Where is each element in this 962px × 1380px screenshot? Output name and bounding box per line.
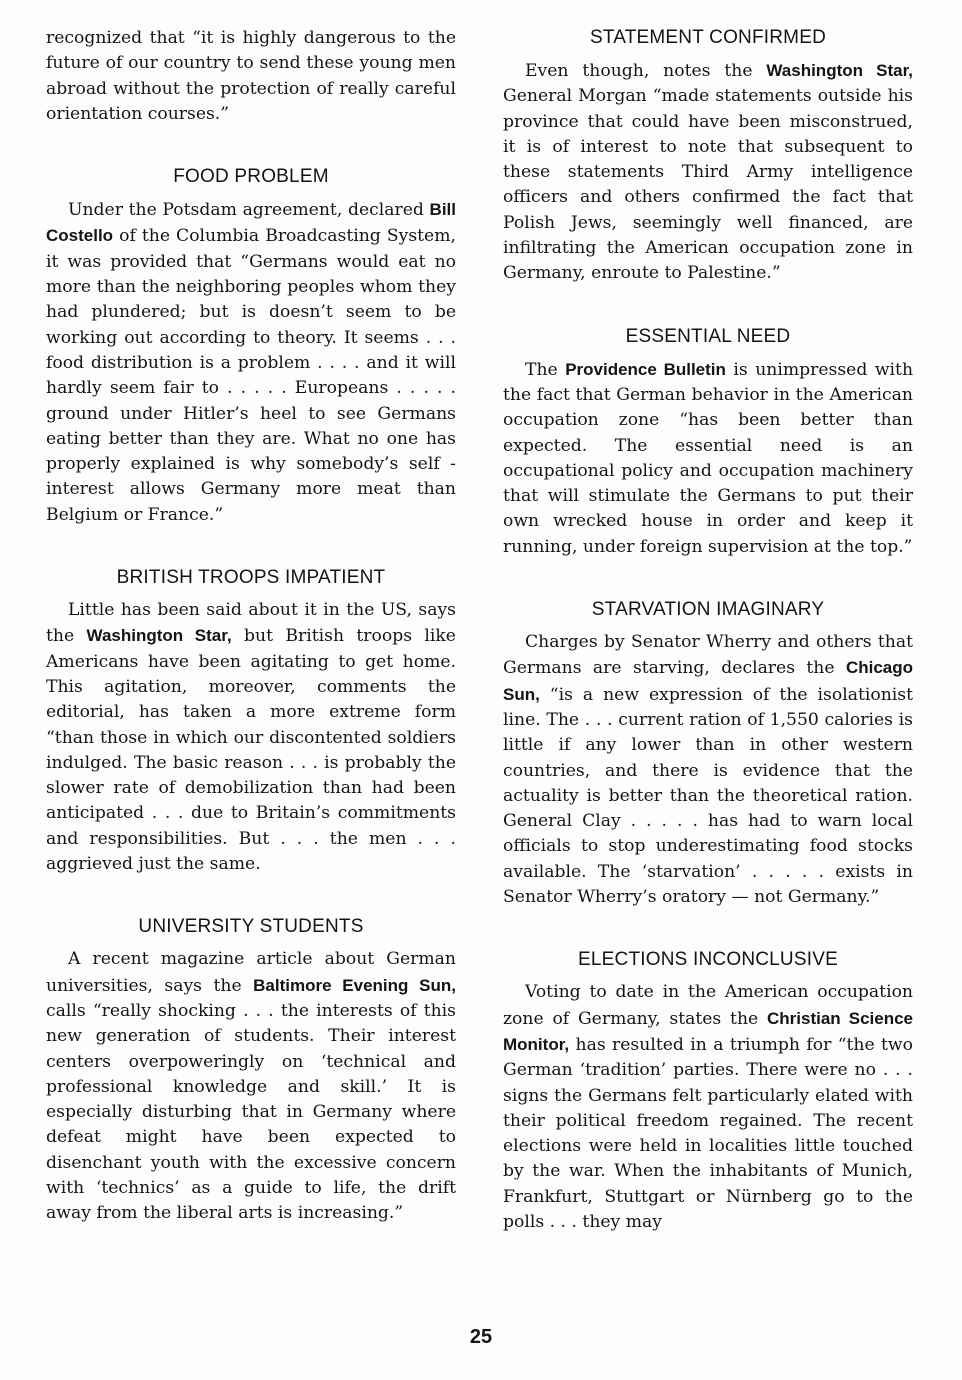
source-bill-costello: Bill Costello [46,200,456,246]
left-column [46,26,456,1227]
source-washington-star-2: Washington Star, [766,61,913,80]
british-troops-paragraph: Little has been said about it in the US, says the Washington Star, but British troops like Americans have been agitating to get home. This agitation, moreover, comments the editorial, has taken a more extreme form “than those in which our discontented soldiers indulged. The basic reason . . . is probably the slower rate of demobilization than had been anticipated . . . due to Britain’s commitments and responsibilities. But . . . the men . . . aggrieved just the same. [46,600,456,875]
heading-elections-inconclusive: ELECTIONS INCONCLUSIVE [578,949,838,971]
intro-paragraph: recognized that “it is highly dangerous to the future of our country to send these young men abroad without the protection of really careful orientation courses.” [46,28,456,124]
page-number: 25 [469,1326,493,1348]
essential-need-paragraph: The Providence Bulletin is unimpressed with the fact that German behavior in the American occupation zone “has been better than expected. The essential need is an occupational policy and occupation machinery that will stimulate the Germans to put their own wrecked house in order and keep it running, under foreign supervision at the top.” [503,359,914,557]
source-chicago-sun: Chicago Sun, [503,658,913,704]
starvation-imaginary-paragraph: Charges by Senator Wherry and others that Germans are starving, declares the Chicago Sun, “is a new expression of the isolationist line. The . . . current ration of 1,550 calories is little if any lower than in other western countries, and there is evidence that the actuality is better than the theoretical ration. General Clay . . . . . has had to warn local officials to stop underestimating food stocks available. The ‘starvation’ . . . . . exists in Senator Wherry’s oratory — not Germany.” [503,632,913,908]
food-problem-paragraph: Under the Potsdam agreement, declared Bill Costello of the Columbia Broadcasting System, it was provided that “Germans would eat no more than the neighboring peoples whom they had plundered; but is doesn’t seem to be working out according to theory. It seems . . . food distribution is a problem . . . . and it will hardly seem fair to . . . . . Europeans . . . . . ground under Hitler’s heel to see Germans eating better than they are. What no one has properly explained is why somebody’s self - interest allows Germany more meat than Belgium or France.” [46,200,456,525]
right-column [503,26,913,1235]
heading-essential-need: ESSENTIAL NEED [625,325,791,347]
heading-statement-confirmed: STATEMENT CONFIRMED [589,27,827,48]
heading-university-students: UNIVERSITY STUDENTS [138,916,364,938]
source-baltimore-evening-sun: Baltimore Evening Sun, [253,975,457,995]
university-students-paragraph: A recent magazine article about German universities, says the Baltimore Evening Sun, calls “really shocking . . . the interests of this new generation of students. Their interest centers overpoweringly on ‘technical and professional knowledge and skill.’ It is especially disturbing that in Germany where defeat might have been expected to disenchant youth with the excessive concern with ‘technics’ as a guide to life, the drift away from the liberal arts is increasing.” [46,949,457,1224]
source-providence-bulletin: Providence Bulletin [565,359,726,379]
statement-confirmed-paragraph: Even though, notes the Washington Star, General Morgan “made statements outside his province that could have been misconstrued, it is of interest to note that subsequent to these statements Third Army intelligence officers and others confirmed the fact that Polish Jews, seemingly well financed, are infiltrating the American occupation zone in Germany, enroute to Palestine.” [503,61,913,284]
heading-starvation-imaginary: STARVATION IMAGINARY [591,599,825,621]
elections-inconclusive-paragraph: Voting to date in the American occupation zone of Germany, states the Christian Science Monitor, has resulted in a triumph for “the two German ‘tradition’ parties. There were no . . . signs the Germans felt particularly elated with their political freedom regained. The recent elections were held in localities little touched by the war. When the inhabitants of Munich, Frankfurt, Stuttgart or Nürnberg go to the polls . . . they may [503,982,914,1232]
source-christian-science-monitor: Christian Science Monitor, [503,1008,914,1054]
heading-food-problem: FOOD PROBLEM [173,166,329,188]
source-washington-star: Washington Star, [86,626,232,646]
heading-british-troops: BRITISH TROOPS IMPATIENT [116,567,386,589]
